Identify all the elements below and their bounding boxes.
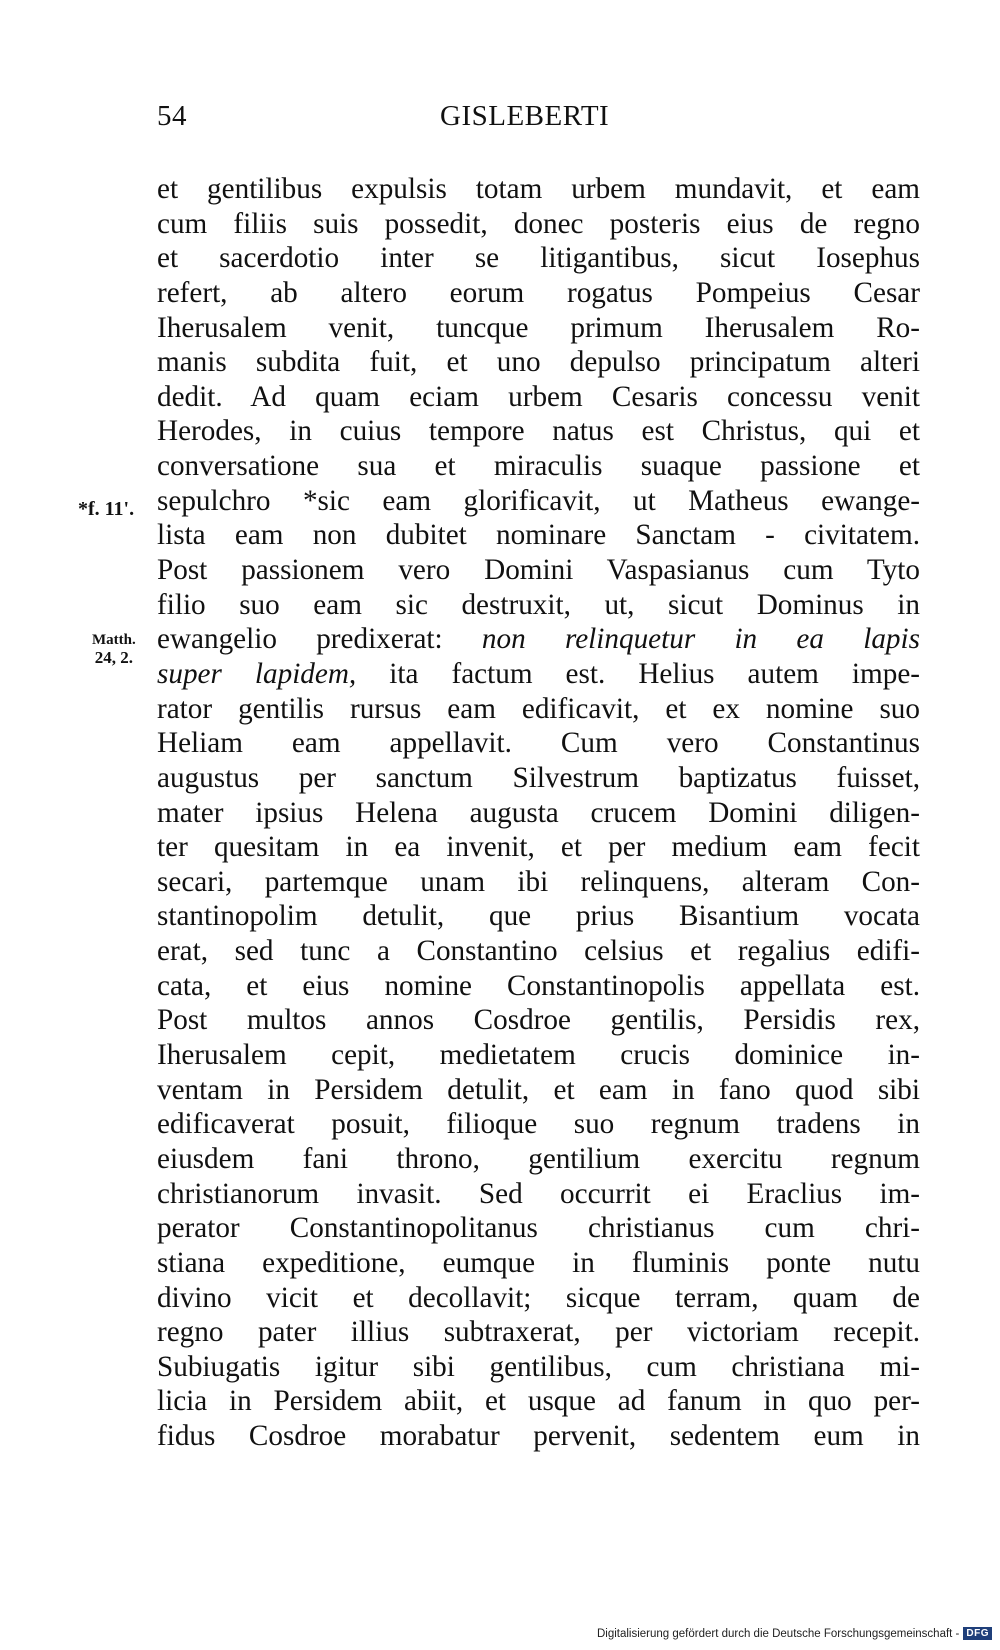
scripture-quote: super lapidem, [157,657,357,690]
digitization-credit [597,1627,992,1640]
text-line: conversatione sua et miraculis suaque passione et [157,450,920,483]
text-line: cum filiis suis possedit, donec posteris eius de regno [157,207,920,240]
text-line: Post passionem vero Domini Vaspasianus cum Tyto [157,554,920,587]
text-line: Iherusalem venit, tuncque primum Iherusalem Ro- [157,311,920,344]
dfg-logo: DFG [963,1627,992,1640]
text-line: licia in Persidem abiit, et usque ad fanum in quo per- [157,1385,920,1418]
text-line: erat, sed tunc a Constantino celsius et regalius edifi- [157,935,920,968]
text-line: christianorum invasit. Sed occurrit ei Eraclius im- [157,1177,920,1210]
scripture-book: Matth. [92,632,136,648]
text-line: dedit. Ad quam eciam urbem Cesaris concessu venit [157,380,920,413]
scripture-margin-note [92,632,136,666]
text-line: regno pater illius subtraxerat, per victoriam recepit. [157,1316,920,1349]
quote-line [157,622,920,657]
text-line: Post multos annos Cosdroe gentilis, Persidis rex, [157,1004,920,1037]
body-text [157,172,920,1454]
text-line: sepulchro *sic eam glorificavit, ut Matheus ewange- [157,484,920,517]
text-line: et sacerdotio inter se litigantibus, sicut Iosephus [157,242,920,275]
text-line: fidus Cosdroe morabatur pervenit, sedentem eum in [157,1420,920,1453]
text-line: perator Constantinopolitanus christianus cum chri- [157,1212,920,1245]
scripture-quote: non relinquetur in ea lapis [481,623,920,656]
text-line: mater ipsius Helena augusta crucem Domini diligen- [157,796,920,829]
quote-follow: ita factum est. Helius autem impe- [356,657,920,690]
text-line: Heliam eam appellavit. Cum vero Constantinus [157,727,920,760]
text-line: filio suo eam sic destruxit, ut, sicut Dominus in [157,588,920,621]
quote-line [157,657,920,692]
text-line: manis subdita fuit, et uno depulso principatum alteri [157,346,920,379]
page-header [0,100,1000,144]
text-line: Iherusalem cepit, medietatem crucis dominice in- [157,1039,920,1072]
credit-text: Digitalisierung gefördert durch die Deutsche Forschungsgemeinschaft - [596,1627,960,1640]
text-line: stiana expeditione, eumque in fluminis ponte nutu [157,1246,920,1279]
text-line: et gentilibus expulsis totam urbem mundavit, et eam [157,173,920,205]
quote-lead-in: ewangelio predixerat: [157,623,482,656]
text-line: lista eam non dubitet nominare Sanctam - civitatem. [157,519,920,552]
text-line: Herodes, in cuius tempore natus est Christus, qui et [157,415,920,448]
folio-margin-note: *f. 11'. [78,498,135,520]
text-line: augustus per sanctum Silvestrum baptizatus fuisset, [157,761,920,794]
text-line: edificaverat posuit, filioque suo regnum tradens in [157,1108,920,1141]
text-line: ventam in Persidem detulit, et eam in fano quod sibi [157,1073,920,1106]
text-line: secari, partemque unam ibi relinquens, alteram Con- [157,865,920,898]
page-number: 54 [157,100,187,132]
text-line: Subiugatis igitur sibi gentilibus, cum christiana mi- [157,1350,920,1383]
text-line: divino vicit et decollavit; sicque terram, quam de [157,1281,920,1314]
text-line: ter quesitam in ea invenit, et per medium eam fecit [157,831,920,864]
running-head: GISLEBERTI [440,100,610,132]
text-line: refert, ab altero eorum rogatus Pompeius Cesar [157,276,920,309]
text-line: stantinopolim detulit, que prius Bisantium vocata [157,900,920,933]
text-line: rator gentilis rursus eam edificavit, et ex nomine suo [157,692,920,725]
text-line: eiusdem fani throno, gentilium exercitu regnum [157,1142,920,1175]
text-line: cata, et eius nomine Constantinopolis appellata est. [157,969,920,1002]
scripture-reference: 24, 2. [94,648,133,667]
